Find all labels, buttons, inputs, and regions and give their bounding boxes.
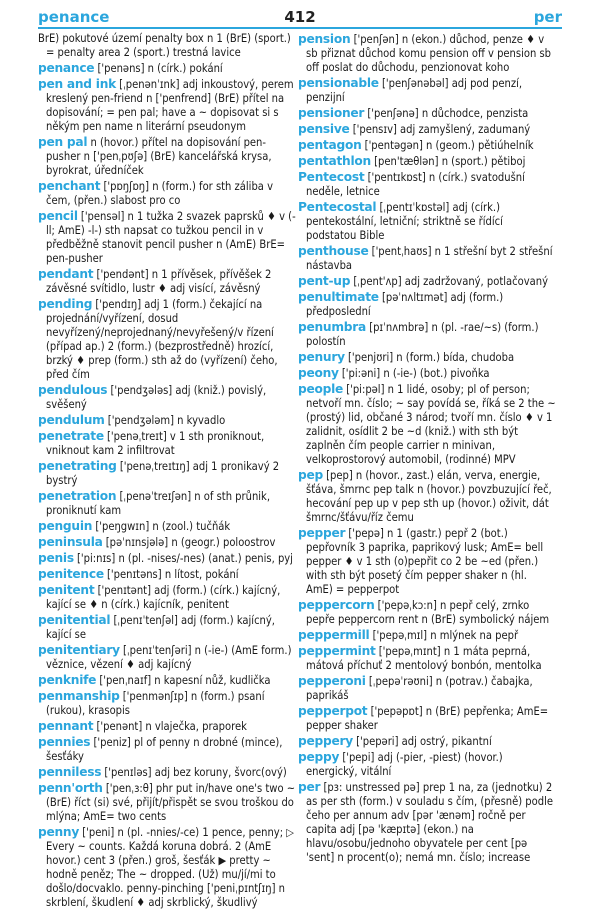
- entry-headword: pendulum: [38, 413, 105, 427]
- dictionary-entry: [38, 459, 296, 488]
- entry-headword: peppery: [298, 734, 353, 748]
- entry-headword: pennant: [38, 719, 94, 733]
- left-guide-word: penance: [38, 8, 110, 26]
- entry-headword: penmanship: [38, 689, 120, 703]
- entry-definition: [pen'tæθlən] n (sport.) pětiboj: [374, 155, 526, 168]
- dictionary-entry: [38, 209, 296, 266]
- dictionary-entry: [298, 138, 556, 153]
- dictionary-entry: [38, 613, 296, 642]
- entry-definition: ['pendənt] n 1 přívěsek, přívěšek 2 závěsné svítidlo, lustr ♦ adj visící, závěsný: [46, 268, 272, 295]
- entry-headword: penthouse: [298, 244, 369, 258]
- entry-definition: ['peŋgwɪn] n (zool.) tučňák: [95, 520, 231, 533]
- dictionary-entry: [298, 628, 556, 643]
- entry-headword: peppy: [298, 750, 340, 764]
- entry-headword: penis: [38, 551, 74, 565]
- dictionary-entry: [298, 704, 556, 733]
- entry-definition: ['pendɪŋ] adj 1 (form.) čekající na projednání/vyřízení, dosud nevyřízený/neprojednaný/nevyřešený/v řízení (případ ap.) 2 (form.) (bezprostředně) hrozící, brzký ♦ prep (form.) sth až do (vyřízení) čeho, před čím: [46, 298, 278, 381]
- dictionary-entry: [38, 765, 296, 780]
- entry-definition: ['peniz] pl of penny n drobné (mince), šesťáky: [46, 736, 283, 763]
- dictionary-entry: [38, 519, 296, 534]
- entry-headword: penn'orth: [38, 781, 103, 795]
- entry-definition: [ˌpenɪˈtenʃəl] adj (form.) kajícný, kající se: [46, 614, 275, 641]
- entry-headword: penumbra: [298, 320, 367, 334]
- entry-definition: ['pepəˌmɪnt] n 1 máta peprná, mátová příchuť 2 mentolový bonbón, mentolka: [306, 645, 542, 672]
- entry-definition: [pɜ: unstressed pə] prep 1 na, za (jednotku) 2 as per sth (form.) v souladu s čím, (přesně) podle čeho per annum adv [pər 'ænəm] ročně per capita adj [pə 'kæpɪtə] (ekon.) na hlavu/osobu/jednoho obyvatele per cent [pə 'sent] n procent(o); nemá mn. číslo; increase: [306, 781, 553, 864]
- entry-headword: pepper: [298, 526, 346, 540]
- dictionary-entry: [298, 526, 556, 597]
- entry-headword: pendant: [38, 267, 94, 281]
- entry-headword: peppermint: [298, 644, 376, 658]
- dictionary-entry: [38, 643, 296, 672]
- entry-definition: ['pentˌhaʊs] n 1 střešní byt 2 střešní nástavba: [306, 245, 553, 272]
- dictionary-entry: [38, 673, 296, 688]
- dictionary-entry: [298, 106, 556, 121]
- dictionary-entry: [38, 551, 296, 566]
- dictionary-entry: [38, 77, 296, 134]
- entry-definition: ['penɪtəns] n lítost, pokání: [107, 568, 239, 581]
- entry-definition: ['pepəpɒt] n (BrE) pepřenka; AmE= pepper shaker: [306, 705, 549, 732]
- entry-headword: pepperoni: [298, 674, 366, 688]
- entry-definition: [pəˈnɪnsjələ] n (geogr.) poloostrov: [105, 536, 276, 549]
- left-column: [38, 32, 296, 909]
- entry-headword: penitence: [38, 567, 104, 581]
- entry-definition: ['pensɪv] adj zamyšlený, zadumaný: [352, 123, 531, 136]
- entry-headword: pencil: [38, 209, 78, 223]
- dictionary-entry: [298, 76, 556, 105]
- dictionary-entry: [298, 290, 556, 319]
- entry-definition: ['penəˌtreɪtɪŋ] adj 1 pronikavý 2 bystrý: [46, 460, 280, 487]
- entry-headword: pentagon: [298, 138, 362, 152]
- entry-definition: ['pi:əni] n (-ie-) (bot.) pivoňka: [341, 367, 490, 380]
- entry-definition: ['pendʒələs] adj (kniž.) povislý, svěšený: [46, 384, 267, 411]
- entry-headword: people: [298, 382, 344, 396]
- dictionary-entry: [38, 567, 296, 582]
- entry-headword: penultimate: [298, 290, 379, 304]
- entry-headword: penetrating: [38, 459, 117, 473]
- entry-headword: pen and ink: [38, 77, 116, 91]
- right-guide-word: per: [533, 8, 562, 26]
- entry-headword: pepperpot: [298, 704, 368, 718]
- dictionary-entry: [38, 825, 296, 910]
- dictionary-entry: [298, 154, 556, 169]
- dictionary-entry: [38, 719, 296, 734]
- entry-definition: ['pi:nɪs] n (pl. -nises/-nes) (anat.) penis, pyj: [77, 552, 293, 565]
- entry-definition: ['pentɪkɒst] n (círk.) svatodušní neděle, letnice: [306, 171, 525, 198]
- entry-headword: penitentiary: [38, 643, 120, 657]
- dictionary-entry: [38, 489, 296, 518]
- entry-headword: pendulous: [38, 383, 108, 397]
- dictionary-entry: [38, 135, 296, 178]
- entry-definition: ['penəˌtreɪt] v 1 sth proniknout, vniknout kam 2 infiltrovat: [46, 430, 265, 457]
- entry-headword: penitential: [38, 613, 111, 627]
- entry-definition: ['penənt] n vlaječka, praporek: [96, 720, 247, 733]
- dictionary-entry: [298, 170, 556, 199]
- dictionary-entry: [38, 297, 296, 382]
- entry-headword: penknife: [38, 673, 97, 687]
- dictionary-entry: [298, 644, 556, 673]
- entry-definition: ['penmənʃɪp] n (form.) psaní (rukou), krasopis: [46, 690, 265, 717]
- entry-headword: peppermill: [298, 628, 370, 642]
- entry-headword: penguin: [38, 519, 93, 533]
- dictionary-entry: [298, 598, 556, 627]
- dictionary-entry: [298, 366, 556, 381]
- entry-headword: pensive: [298, 122, 350, 136]
- dictionary-entry: [38, 735, 296, 764]
- entry-definition: ['pi:pəl] n 1 lidé, osoby; pl of person; netvoří mn. číslo; ~ say povídá se, říká se 2 the ~ (prostý) lid, občané 3 národ; tvoří mn. číslo ♦ v 1 zalidnit, osídlit 2 be ~d (kniž.) with sth být zaplněn čím people carrier n minivan, velkoprostorový automobil, (rodinné) MPV: [306, 383, 556, 466]
- dictionary-entry: [38, 32, 296, 60]
- entry-headword: pensioner: [298, 106, 365, 120]
- dictionary-entry: [38, 383, 296, 412]
- entry-definition: ['penjʊri] n (form.) bída, chudoba: [347, 351, 515, 364]
- dictionary-entry: [298, 674, 556, 703]
- right-column: [298, 32, 556, 864]
- entry-headword: pension: [298, 32, 351, 46]
- dictionary-entry: [298, 32, 556, 75]
- entry-headword: penniless: [38, 765, 102, 779]
- entry-definition: ['pepə] n 1 (gastr.) pepř 2 (bot.) pepřovník 3 paprika, paprikový lusk; AmE= bell pepper ♦ v 1 sth (o)pepřit co 2 be ~ed (přen.) with sth být posetý čím pepper shaker n (hl. AmE) = pepperpot: [306, 527, 544, 596]
- entry-definition: ['penˌɜ:θ] phr put in/have one's two ~ (BrE) říct (si) své, přijít/přispět se svou troškou do mlýna; AmE= two cents: [46, 782, 296, 823]
- entry-definition: [ˌpenəˈtreɪʃən] n of sth průnik, proniknutí kam: [46, 490, 270, 517]
- entry-definition: [ˌpepəˈrəʊni] n (potrav.) čabajka, paprikáš: [306, 675, 533, 702]
- entry-headword: pep: [298, 468, 323, 482]
- dictionary-entry: [298, 200, 556, 243]
- dictionary-entry: [298, 734, 556, 749]
- entry-headword: pen pal: [38, 135, 88, 149]
- entry-headword: peninsula: [38, 535, 103, 549]
- entry-definition: ['pepəri] adj ostrý, pikantní: [356, 735, 492, 748]
- dictionary-entry: [38, 781, 296, 824]
- entry-definition: ['penʃənə] n důchodce, penzista: [367, 107, 529, 120]
- entry-definition: [pəˈnʌltɪmət] adj (form.) předposlední: [306, 291, 504, 318]
- entry-definition: [pɪˈnʌmbrə] n (pl. -rae/~s) (form.) polostín: [306, 321, 539, 348]
- entry-definition: [ˌpentɪˈkɒstəl] adj (círk.) pentekostální, letniční; striktně se řídící podstatou Bible: [306, 201, 503, 242]
- entry-headword: pent-up: [298, 274, 351, 288]
- dictionary-entry: [298, 780, 556, 865]
- dictionary-entry: [38, 535, 296, 550]
- entry-headword: Pentecostal: [298, 200, 377, 214]
- entry-definition: [pep] n (hovor., zast.) elán, verva, energie, šťáva, šmrnc pep talk n (hovor.) povzbuzující řeč, hecování pep up v pep sth up (hovor.) oživit, dát šmrnc/šťávu/říz čemu: [306, 469, 552, 524]
- entry-headword: pending: [38, 297, 93, 311]
- entry-headword: peppercorn: [298, 598, 375, 612]
- entry-headword: penetrate: [38, 429, 104, 443]
- entry-headword: penitent: [38, 583, 95, 597]
- entry-headword: Pentecost: [298, 170, 365, 184]
- entry-definition: ['penɪtənt] adj (form.) (círk.) kajícný, kající se ♦ n (círk.) kajícník, penitent: [46, 584, 281, 611]
- entry-definition: ['pentəgən] n (geom.) pětiúhelník: [364, 139, 534, 152]
- dictionary-entry: [38, 689, 296, 718]
- entry-headword: penny: [38, 825, 80, 839]
- entry-definition: ['pɒŋʃɒŋ] n (form.) for sth záliba v čem, (přen.) slabost pro co: [46, 180, 273, 207]
- dictionary-entry: [38, 267, 296, 296]
- entry-definition: ['penʃən] n (ekon.) důchod, penze ♦ v sb přiznat důchod komu pension off v pension sb off poslat do důchodu, penzionovat koho: [306, 33, 551, 74]
- entry-definition: ['penəns] n (círk.) pokání: [97, 62, 223, 75]
- entry-headword: pennies: [38, 735, 91, 749]
- dictionary-entry: [298, 244, 556, 273]
- entry-definition: ['pepi] adj (-pier, -piest) (hovor.) energický, vitální: [306, 751, 503, 778]
- entry-headword: penance: [38, 61, 95, 75]
- entry-headword: pensionable: [298, 76, 379, 90]
- dictionary-entry: [38, 179, 296, 208]
- dictionary-entry: [38, 413, 296, 428]
- entry-definition: ['pensəl] n 1 tužka 2 svazek paprsků ♦ v (-ll; AmE) -l-) sth napsat co tužkou pencil in v předběžně stanovit pencil pusher n (AmE) BrE= pen-pusher: [46, 210, 296, 265]
- entry-definition: ['peni] n (pl. -nnies/-ce) 1 pence, penny; ▷ Every ~ counts. Každá koruna dobrá. 2 (AmE hovor.) cent 3 (přen.) groš, šesťák ▶ pretty ~ hodně peněz; The ~ dropped. (Už) mu/jí/mi to došlo/docvaklo. penny-pinching ['peniˌpɪntʃɪŋ] n skrblení, škudlení ♦ adj skrblický, škudlivý: [46, 826, 294, 909]
- entry-headword: peony: [298, 366, 339, 380]
- entry-headword: penetration: [38, 489, 117, 503]
- header-rule: [38, 27, 562, 29]
- dictionary-entry: [38, 61, 296, 76]
- entry-headword: penchant: [38, 179, 101, 193]
- dictionary-entry: [298, 382, 556, 467]
- entry-definition: BrE) pokutové území penalty box n 1 (BrE) (sport.) = penalty area 2 (sport.) trestná lavice: [38, 32, 291, 59]
- entry-definition: [ˌpenɪˈtenʃəri] n (-ie-) (AmE form.) věznice, vězení ♦ adj kajícný: [46, 644, 292, 671]
- entry-headword: per: [298, 780, 321, 794]
- dictionary-entry: [298, 750, 556, 779]
- dictionary-entry: [298, 468, 556, 525]
- entry-definition: ['pepəˌmɪl] n mlýnek na pepř: [372, 629, 519, 642]
- dictionary-entry: [38, 429, 296, 458]
- page-number: 412: [284, 8, 316, 26]
- entry-headword: penury: [298, 350, 345, 364]
- dictionary-entry: [298, 320, 556, 349]
- entry-definition: ['penʃənəbəl] adj pod penzí, penzijní: [306, 77, 523, 104]
- entry-definition: ['pendʒələm] n kyvadlo: [107, 414, 226, 427]
- dictionary-entry: [298, 274, 556, 289]
- entry-headword: pentathlon: [298, 154, 371, 168]
- entry-definition: [ˌpenənˈɪnk] adj inkoustový, perem kreslený pen-friend n ['penfrend] (BrE) přítel na dopisování; = pen pal; have a ~ dopisovat si s někým pen name n literární pseudonym: [46, 78, 294, 133]
- dictionary-entry: [38, 583, 296, 612]
- entry-definition: ['penˌnaɪf] n kapesní nůž, kudlička: [99, 674, 271, 687]
- dictionary-entry: [298, 350, 556, 365]
- entry-definition: [ˌpent'ʌp] adj zadržovaný, potlačovaný: [353, 275, 548, 288]
- dictionary-entry: [298, 122, 556, 137]
- entry-definition: n (hovor.) přítel na dopisování pen-pusher n ['penˌpʊʃə] (BrE) kancelářská krysa, byrokrat, úředníček: [46, 136, 272, 177]
- entry-definition: ['pepəˌkɔ:n] n pepř celý, zrnko pepře peppercorn rent n (BrE) symbolický nájem: [306, 599, 550, 626]
- entry-definition: ['penɪləs] adj bez koruny, švorc(ový): [104, 766, 287, 779]
